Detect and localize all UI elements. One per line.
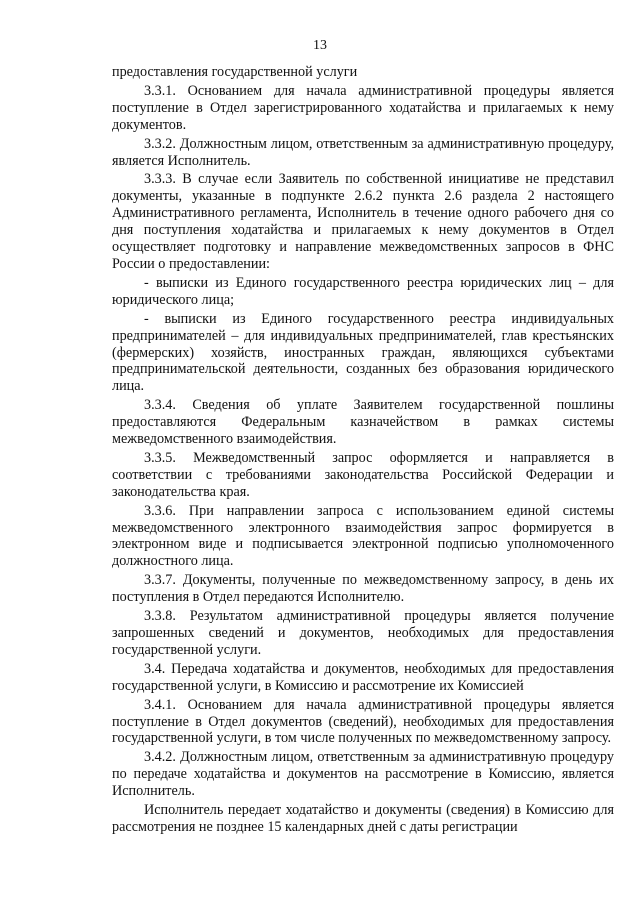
page-number: 13 (313, 38, 327, 53)
paragraph-3-3-4: 3.3.4. Сведения об уплате Заявителем государственной пошлины предоставляются Федеральным казначейством в рамках системы межведомственного взаимодействия. (112, 397, 614, 448)
paragraph-3-3-5: 3.3.5. Межведомственный запрос оформляется и направляется в соответствии с требованиями законодательства Российской Федерации и законодательства края. (112, 449, 614, 500)
paragraph-3-4-1: 3.4.1. Основанием для начала административной процедуры является поступление в Отдел документов (сведений), необходимых для предоставления государственной услуги, в том числе полученных по межведомственному запросу. (112, 696, 614, 747)
paragraph-3-3-2: 3.3.2. Должностным лицом, ответственным за административную процедуру, является Исполнитель. (112, 135, 614, 169)
paragraph-3-4: 3.4. Передача ходатайства и документов, необходимых для предоставления государственной услуги, в Комиссию и рассмотрение их Комиссией (112, 660, 614, 694)
paragraph-3-3-8: 3.3.8. Результатом административной процедуры является получение запрошенных сведений и документов, необходимых для предоставления государственной услуги. (112, 608, 614, 658)
list-item-individual-entrepreneurs: - выписки из Единого государственного реестра индивидуальных предпринимателей – для индивидуальных предпринимателей, глав крестьянских (фермерских) хозяйств, иностранных граждан, являющихся субъектами предпринимательской деятельности, созданных без образования юридического лица. (112, 310, 614, 395)
list-item-legal-entities: - выписки из Единого государственного реестра юридических лиц – для юридического лица; (112, 274, 614, 308)
paragraph-3-3-3: 3.3.3. В случае если Заявитель по собственной инициативе не представил документы, указанные в подпункте 2.6.2 пункта 2.6 раздела 2 настоящего Административного регламента, Исполнитель в течение одного рабочего дня со дня поступления ходатайства и прилагаемых к нему документов в Отдел осуществляет подготовку и направление межведомственных запросов в ФНС России о предоставлении: (112, 171, 614, 272)
paragraph-3-3-7: 3.3.7. Документы, полученные по межведомственному запросу, в день их поступления в Отдел передаются Исполнителю. (112, 572, 614, 606)
paragraph-3-3-6: 3.3.6. При направлении запроса с использованием единой системы межведомственного электронного взаимодействия запрос формируется в электронном виде и подписывается электронной подписью уполномоченного должностного лица. (112, 502, 614, 570)
document-body (112, 64, 614, 838)
paragraph-3-4-2: 3.4.2. Должностным лицом, ответственным за административную процедуру по передаче ходатайства и документов на рассмотрение в Комиссию, является Исполнитель. (112, 749, 614, 800)
paragraph-3-3-1: 3.3.1. Основанием для начала административной процедуры является поступление в Отдел зарегистрированного ходатайства и прилагаемых к нему документов. (112, 82, 614, 133)
paragraph-executor-transfer: Исполнитель передает ходатайство и документы (сведения) в Комиссию для рассмотрения не позднее 15 календарных дней с даты регистрации (112, 802, 614, 835)
paragraph-continuation: предоставления государственной услуги (112, 64, 358, 80)
